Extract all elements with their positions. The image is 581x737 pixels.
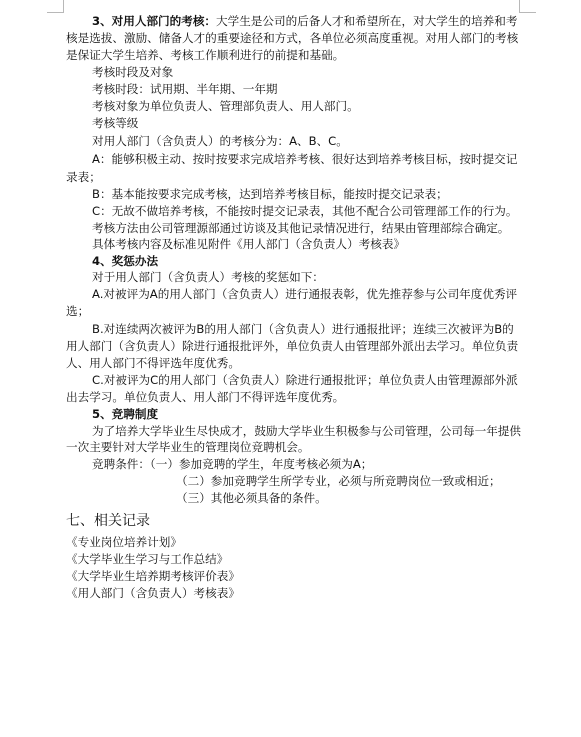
grade-b: B：基本能按要求完成考核，达到培养考核目标，能按时提交记录表；: [92, 187, 448, 201]
record-item: 《大学毕业生培养期考核评价表》: [66, 569, 240, 583]
section5-line1: 为了培养大学毕业生尽快成才，鼓励大学毕业生积极参与公司管理，公司每一年提供: [92, 424, 521, 438]
grade-c: C：无故不做培养考核，不能按时提交记录表，其他不配合公司管理部工作的行为。: [92, 204, 518, 218]
period-title: 考核时段及对象: [92, 65, 174, 79]
section3-intro-line1: 3、对用人部门的考核：大学生是公司的后备人才和希望所在，对大学生的培养和考: [92, 14, 518, 28]
section4-intro: 对于用人部门（含负责人）考核的奖惩如下：: [92, 270, 324, 284]
condition-2: （二）参加竞聘学生所学专业，必须与所竞聘岗位一致或相近；: [176, 474, 501, 488]
grade-a-line1: A：能够积极主动、按时按要求完成培养考核、很好达到培养考核目标，按时提交记: [92, 152, 518, 166]
crop-mark-top-right: [519, 0, 536, 13]
reward-b-line1: B.对连续两次被评为B的用人部门（含负责人）进行通报批评；连续三次被评为B的: [92, 322, 514, 336]
reward-c-line1: C.对被评为C的用人部门（含负责人）除进行通报批评；单位负责人由管理源部外派: [92, 373, 518, 387]
record-item: 《大学毕业生学习与工作总结》: [66, 552, 229, 566]
grade-intro: 对用人部门（含负责人）的考核分为：A、B、C。: [92, 134, 348, 148]
reward-a-line1: A.对被评为A的用人部门（含负责人）进行通报表彰，优先推荐参与公司年度优秀评: [92, 287, 518, 301]
condition-1: 竞聘条件：（一）参加竞聘的学生，年度考核必须为A；: [92, 457, 373, 471]
section4-heading: 4、奖惩办法: [92, 254, 159, 268]
method-text: 考核方法由公司管理源部通过访谈及其他记录情况进行，结果由管理部综合确定。: [92, 221, 510, 235]
section3-intro-line2: 核是选拔、激励、储备人才的重要途径和方式，各单位必须高度重视。对用人部门的考核: [66, 31, 519, 45]
grade-title: 考核等级: [92, 116, 139, 130]
section3-intro-line3: 是保证大学生培养、考核工作顺利进行的前提和基础。: [66, 48, 345, 62]
section3-heading: 3、对用人部门的考核：: [92, 14, 217, 28]
condition-3: （三）其他必须具备的条件。: [176, 491, 327, 505]
record-item: 《专业岗位培养计划》: [66, 535, 182, 549]
detail-text: 具体考核内容及标准见附件《用人部门（含负责人）考核表》: [92, 237, 406, 251]
section5-heading: 5、竞聘制度: [92, 407, 159, 421]
grade-a-line2: 录表；: [66, 170, 101, 184]
section7-heading: 七、相关记录: [66, 513, 150, 529]
reward-b-line3: 人、用人部门不得评选年度优秀。: [66, 356, 240, 370]
reward-b-line2: 用人部门（含负责人）除进行通报批评外，单位负责人由管理部外派出去学习。单位负责: [66, 339, 519, 353]
reward-c-line2: 出去学习。单位负责人、用人部门不得评选年度优秀。: [66, 390, 345, 404]
reward-a-line2: 选；: [66, 304, 90, 318]
objects-text: 考核对象为单位负责人、管理部负责人、用人部门。: [92, 99, 359, 113]
period-text: 考核时段：试用期、半年期、一年期: [92, 82, 278, 96]
record-item: 《用人部门（含负责人）考核表》: [66, 586, 240, 600]
section5-line2: 一次主要针对大学毕业生的管理岗位竞聘机会。: [66, 440, 310, 454]
crop-mark-top-left: [47, 0, 64, 13]
